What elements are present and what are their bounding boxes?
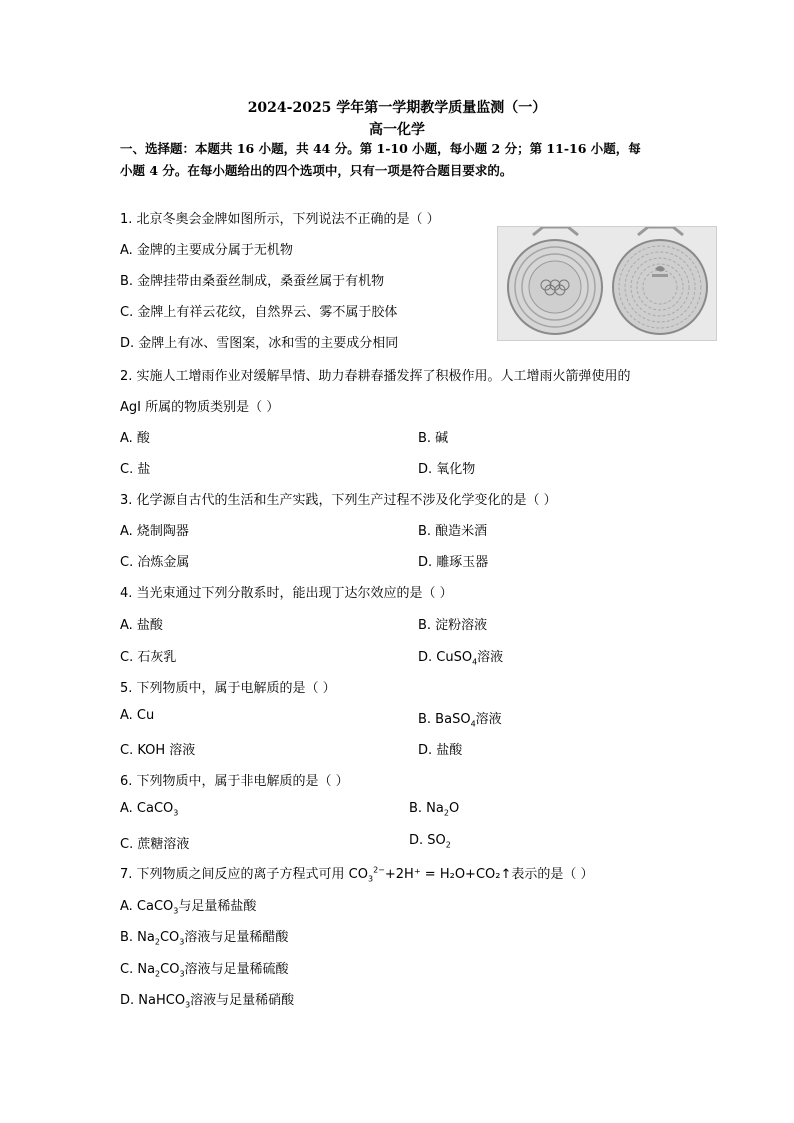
question-5-option-a: A. Cu <box>120 708 155 723</box>
question-7-option-a <box>120 895 256 916</box>
option-text: A. CaCO <box>120 801 174 816</box>
subscript: 2 <box>445 840 451 850</box>
exam-subject: 高一化学 <box>369 122 425 138</box>
question-1-option-a: A. 金牌的主要成分属于无机物 <box>120 243 293 258</box>
question-5-stem: 5. 下列物质中，属于电解质的是（ ） <box>120 681 336 696</box>
option-text: C. Na <box>120 962 156 977</box>
subscript: 3 <box>179 937 185 947</box>
subscript: 4 <box>472 657 478 667</box>
question-7-option-d <box>120 989 294 1010</box>
question-2-option-c: C. 盐 <box>120 462 151 477</box>
option-text: 溶液与足量稀醋酸 <box>184 930 289 945</box>
question-1-option-c: C. 金牌上有祥云花纹，自然界云、雾不属于胶体 <box>120 305 398 320</box>
question-1-option-b: B. 金牌挂带由桑蚕丝制成，桑蚕丝属于有机物 <box>120 274 385 289</box>
option-text: 溶液 <box>477 650 504 665</box>
question-5-option-c: C. KOH 溶液 <box>120 743 196 758</box>
option-text: B. BaSO <box>418 712 471 727</box>
superscript: 2− <box>373 865 385 875</box>
subscript: 3 <box>173 808 179 818</box>
question-4-option-b: B. 淀粉溶液 <box>418 618 488 633</box>
medal-illustration <box>498 227 716 340</box>
option-text: B. Na <box>409 801 444 816</box>
question-4-stem: 4. 当光束通过下列分散系时，能出现丁达尔效应的是（ ） <box>120 586 453 601</box>
option-text: O <box>448 801 460 816</box>
question-2-option-a: A. 酸 <box>120 431 150 446</box>
question-4-option-c: C. 石灰乳 <box>120 650 177 665</box>
exam-title: 2024-2025 学年第一学期教学质量监测（一） <box>247 100 547 116</box>
gold-medal-image <box>497 226 717 341</box>
subscript: 3 <box>367 874 374 884</box>
question-7-option-b <box>120 926 288 947</box>
option-text: B. Na <box>120 930 155 945</box>
option-text: D. SO <box>409 833 446 848</box>
stem-text: 7. 下列物质之间反应的离子方程式可用 CO <box>120 867 368 882</box>
question-6-stem: 6. 下列物质中，属于非电解质的是（ ） <box>120 774 349 789</box>
question-2-stem: 2. 实施人工增雨作业对缓解旱情、助力春耕春播发挥了积极作用。人工增雨火箭弹使用的 <box>120 369 631 384</box>
subscript: 3 <box>173 906 179 916</box>
question-4-option-a: A. 盐酸 <box>120 618 163 633</box>
subscript: 2 <box>154 937 160 947</box>
option-text: 溶液 <box>475 712 502 727</box>
question-3-option-a: A. 烧制陶器 <box>120 524 189 539</box>
subscript: 3 <box>179 969 185 979</box>
section-instructions <box>120 138 680 182</box>
question-6-option-a <box>120 801 178 818</box>
question-3-option-c: C. 冶炼金属 <box>120 555 190 570</box>
question-2-option-d: D. 氧化物 <box>418 462 476 477</box>
question-6-option-d <box>409 833 451 850</box>
option-text: CO <box>160 962 180 977</box>
option-text: D. CuSO <box>418 650 473 665</box>
subscript: 3 <box>185 1000 191 1010</box>
option-text: 溶液与足量稀硝酸 <box>190 993 295 1008</box>
section-line-1: 一、选择题：本题共 16 小题，共 44 分。第 1-10 小题，每小题 2 分；第 11-16 小题，每 <box>120 141 641 156</box>
question-2-stem-cont: AgI 所属的物质类别是（ ） <box>120 400 280 415</box>
question-3-option-d: D. 雕琢玉器 <box>418 555 489 570</box>
option-text: A. CaCO <box>120 899 174 914</box>
question-3-option-b: B. 酿造米酒 <box>418 524 488 539</box>
question-5-option-d: D. 盐酸 <box>418 743 463 758</box>
question-4-option-d <box>418 646 503 667</box>
question-6-option-b <box>409 801 459 818</box>
option-text: D. NaHCO <box>120 993 186 1008</box>
stem-text: +2H⁺ = H₂O+CO₂↑表示的是（ ） <box>384 867 594 882</box>
question-1-option-d: D. 金牌上有冰、雪图案，冰和雪的主要成分相同 <box>120 336 399 351</box>
option-text: CO <box>159 930 180 945</box>
option-text: 与足量稀盐酸 <box>178 899 257 914</box>
subscript: 4 <box>470 719 476 729</box>
question-7-option-c <box>120 958 289 979</box>
section-line-2: 小题 4 分。在每小题给出的四个选项中，只有一项是符合题目要求的。 <box>120 163 513 178</box>
question-7-stem <box>120 863 594 884</box>
question-2-option-b: B. 碱 <box>418 431 449 446</box>
option-text: 溶液与足量稀硫酸 <box>184 962 289 977</box>
subscript: 2 <box>155 969 161 979</box>
question-5-option-b <box>418 708 502 729</box>
question-6-option-c: C. 蔗糖溶液 <box>120 837 190 852</box>
subscript: 2 <box>443 808 449 818</box>
question-3-stem: 3. 化学源自古代的生活和生产实践，下列生产过程不涉及化学变化的是（ ） <box>120 493 557 508</box>
question-1-stem: 1. 北京冬奥会金牌如图所示，下列说法不正确的是（ ） <box>120 212 440 227</box>
